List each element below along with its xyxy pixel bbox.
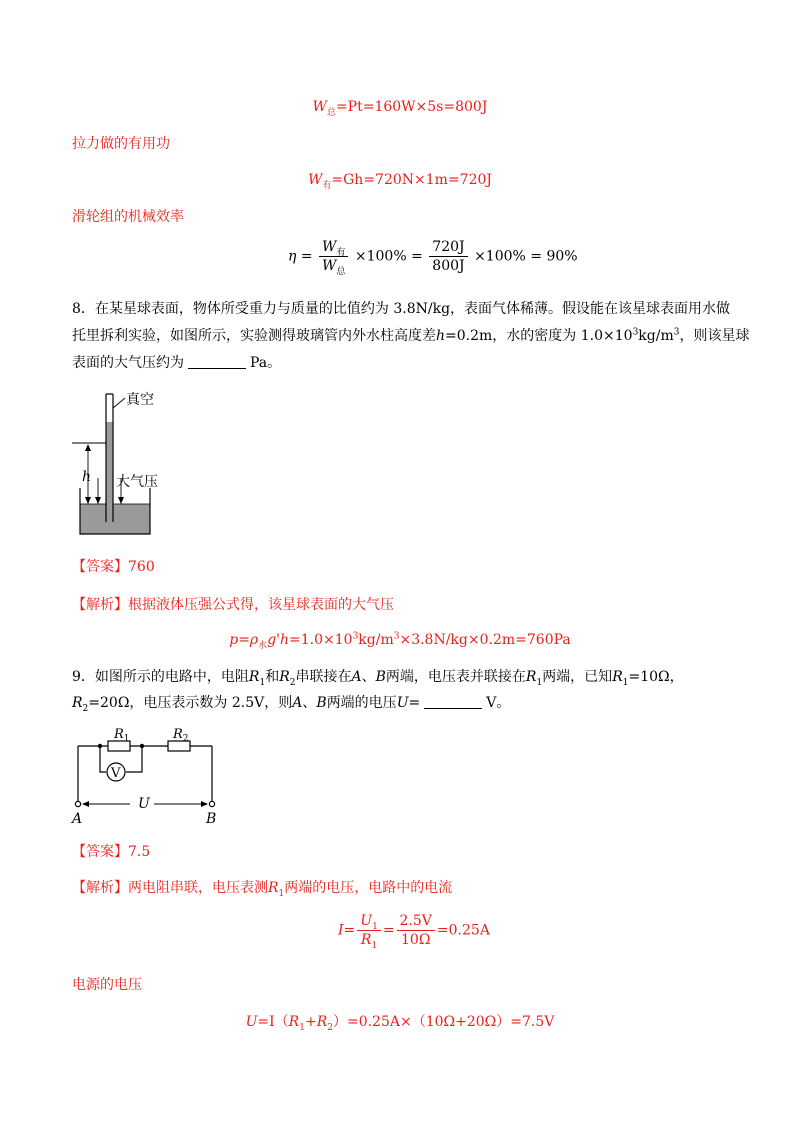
q8-answer: 【答案】760	[72, 559, 155, 575]
total-work-formula: $W_总=Pt=160W\times 5s=800J$	[312, 99, 488, 118]
a-label: A	[72, 811, 83, 826]
q8-line-3: 表面的大气压约为 Pa。	[72, 355, 282, 371]
b-label: B	[206, 811, 217, 826]
efficiency-label: 滑轮组的机械效率	[72, 209, 184, 225]
q9-line-1: 9．如图所示的电路中，电阻$R_1$和$R_2$串联接在A、B两端，电压表并联接在$R_1$两端，已知$R_1=10\Omega$，	[72, 669, 684, 688]
q8-line-2: 托里拆利实验，如图所示，实验测得玻璃管内外水柱高度差h=0.2m，水的密度为 $1.0\times 10^3kg/m^3$，则该星球	[72, 327, 750, 344]
q8-line-1: 8．在某星球表面，物体所受重力与质量的比值约为 3.8N/kg，表面气体稀薄。假设能在该星球表面用水做	[72, 301, 731, 317]
torricelli-figure	[70, 388, 180, 538]
u-label: U	[138, 796, 150, 812]
fraction-useful-total: $\frac{W_有}{W_总}$	[319, 238, 348, 275]
voltmeter-label: V	[111, 766, 121, 781]
circuit-figure	[70, 722, 230, 826]
fraction-720-800: $\frac{720J}{800J}$	[429, 238, 467, 275]
current-formula: I= $\frac{U_1}{R_1}$ = $\frac{2.5V}{10\Omega}$ =0.25A	[338, 913, 490, 951]
fraction-u1-r1: $\frac{U_1}{R_1}$	[357, 912, 381, 949]
terminal-b	[209, 801, 214, 806]
water-column	[106, 422, 113, 522]
source-voltage-label: 电源的电压	[72, 977, 142, 993]
answer-blank[interactable]	[188, 354, 246, 369]
q8-pressure-formula: $p=\rho_水g'h=1.0\times 10^3kg/m^3\times 3.8N/kg\times 0.2m=760Pa$	[229, 631, 571, 651]
terminal-a	[75, 801, 80, 806]
efficiency-formula: η = $\frac{W_有}{W_总}$ ×100% = $\frac{720J}{800J}$ ×100% = 90%	[288, 239, 578, 277]
q9-line-2: $R_2=20\Omega$，电压表示数为 2.5V，则A、B两端的电压U= V。	[72, 695, 511, 714]
answer-blank[interactable]	[424, 694, 482, 709]
q9-analysis: 【解析】两电阻串联，电压表测$R_1$两端的电压，电路中的电流	[72, 880, 453, 899]
voltage-formula: $U=I(R_1+R_2)=0.25A\times(10\Omega+20\Omega)=7.5V$	[245, 1014, 555, 1033]
q9-answer: 【答案】7.5	[72, 844, 151, 860]
atm-label: 大气压	[116, 474, 158, 490]
fraction-values: $\frac{2.5V}{10\Omega}$	[397, 912, 435, 949]
useful-work-label: 拉力做的有用功	[72, 136, 170, 152]
r2-label: $R_2$	[173, 727, 189, 744]
water-basin	[80, 504, 150, 534]
r1-label: $R_1$	[114, 727, 130, 744]
vacuum-label: 真空	[126, 392, 154, 408]
h-label: h	[82, 469, 92, 485]
q8-analysis: 【解析】根据液体压强公式得，该星球表面的大气压	[72, 597, 394, 613]
useful-work-formula: $W_有=Gh=720N\times 1m=720J$	[307, 172, 493, 191]
